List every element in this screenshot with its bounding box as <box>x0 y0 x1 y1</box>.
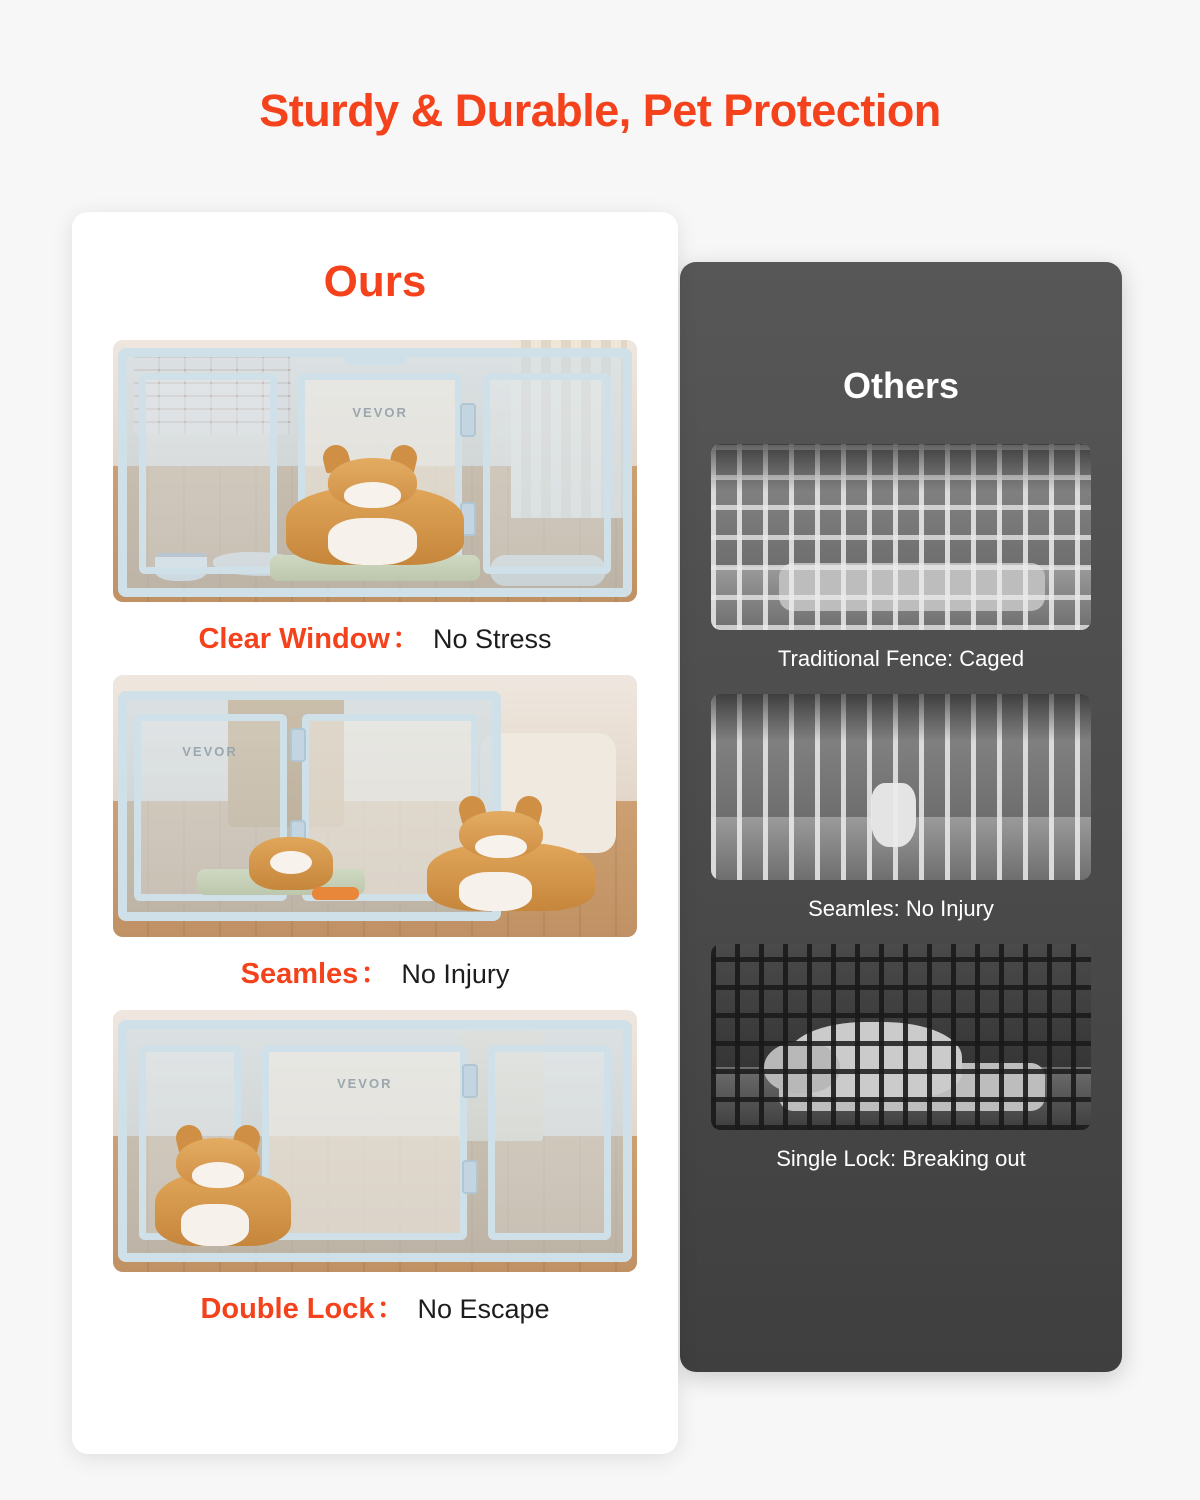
ours-panel <box>72 212 678 1454</box>
crate-brand-label: VEVOR <box>352 405 408 420</box>
ours-benefit-label: No Injury <box>401 959 510 989</box>
ours-title: Ours <box>323 257 427 306</box>
ours-item <box>113 340 637 657</box>
ours-caption <box>113 951 637 992</box>
others-item <box>711 944 1091 1172</box>
ours-feature-label: Clear Window <box>198 623 390 655</box>
others-title: Others <box>842 365 960 406</box>
ours-image-clear-window <box>113 340 637 602</box>
others-item <box>711 444 1091 672</box>
others-image-traditional-fence <box>711 444 1091 630</box>
ours-list <box>72 340 678 1327</box>
caption-separator: ： <box>391 623 421 655</box>
ours-benefit-label: No Stress <box>432 624 552 654</box>
others-caption: Single Lock: Breaking out <box>776 1146 1026 1171</box>
ours-caption <box>113 1286 637 1327</box>
ours-item <box>113 1010 637 1327</box>
others-image-paw-stuck <box>711 694 1091 880</box>
caption-separator: ： <box>360 958 390 990</box>
crate-brand-label: VEVOR <box>336 1075 393 1091</box>
comparison-stage <box>0 212 1200 1452</box>
others-list <box>680 444 1122 1172</box>
ours-item <box>113 675 637 992</box>
crate-brand-label: VEVOR <box>182 743 238 759</box>
ours-caption <box>113 616 637 657</box>
ours-benefit-label: No Escape <box>417 1294 550 1324</box>
caption-separator: ： <box>376 1293 406 1325</box>
others-caption: Traditional Fence: Caged <box>777 646 1025 671</box>
others-image-single-lock-crate <box>711 944 1091 1130</box>
others-panel <box>680 262 1122 1372</box>
others-caption: Seamles: No Injury <box>808 896 994 921</box>
ours-image-double-lock <box>113 1010 637 1272</box>
ours-feature-label: Seamles <box>240 958 359 990</box>
others-item <box>711 694 1091 922</box>
ours-feature-label: Double Lock <box>200 1293 375 1325</box>
ours-image-seamless <box>113 675 637 937</box>
page-title: Sturdy & Durable, Pet Protection <box>259 85 941 136</box>
